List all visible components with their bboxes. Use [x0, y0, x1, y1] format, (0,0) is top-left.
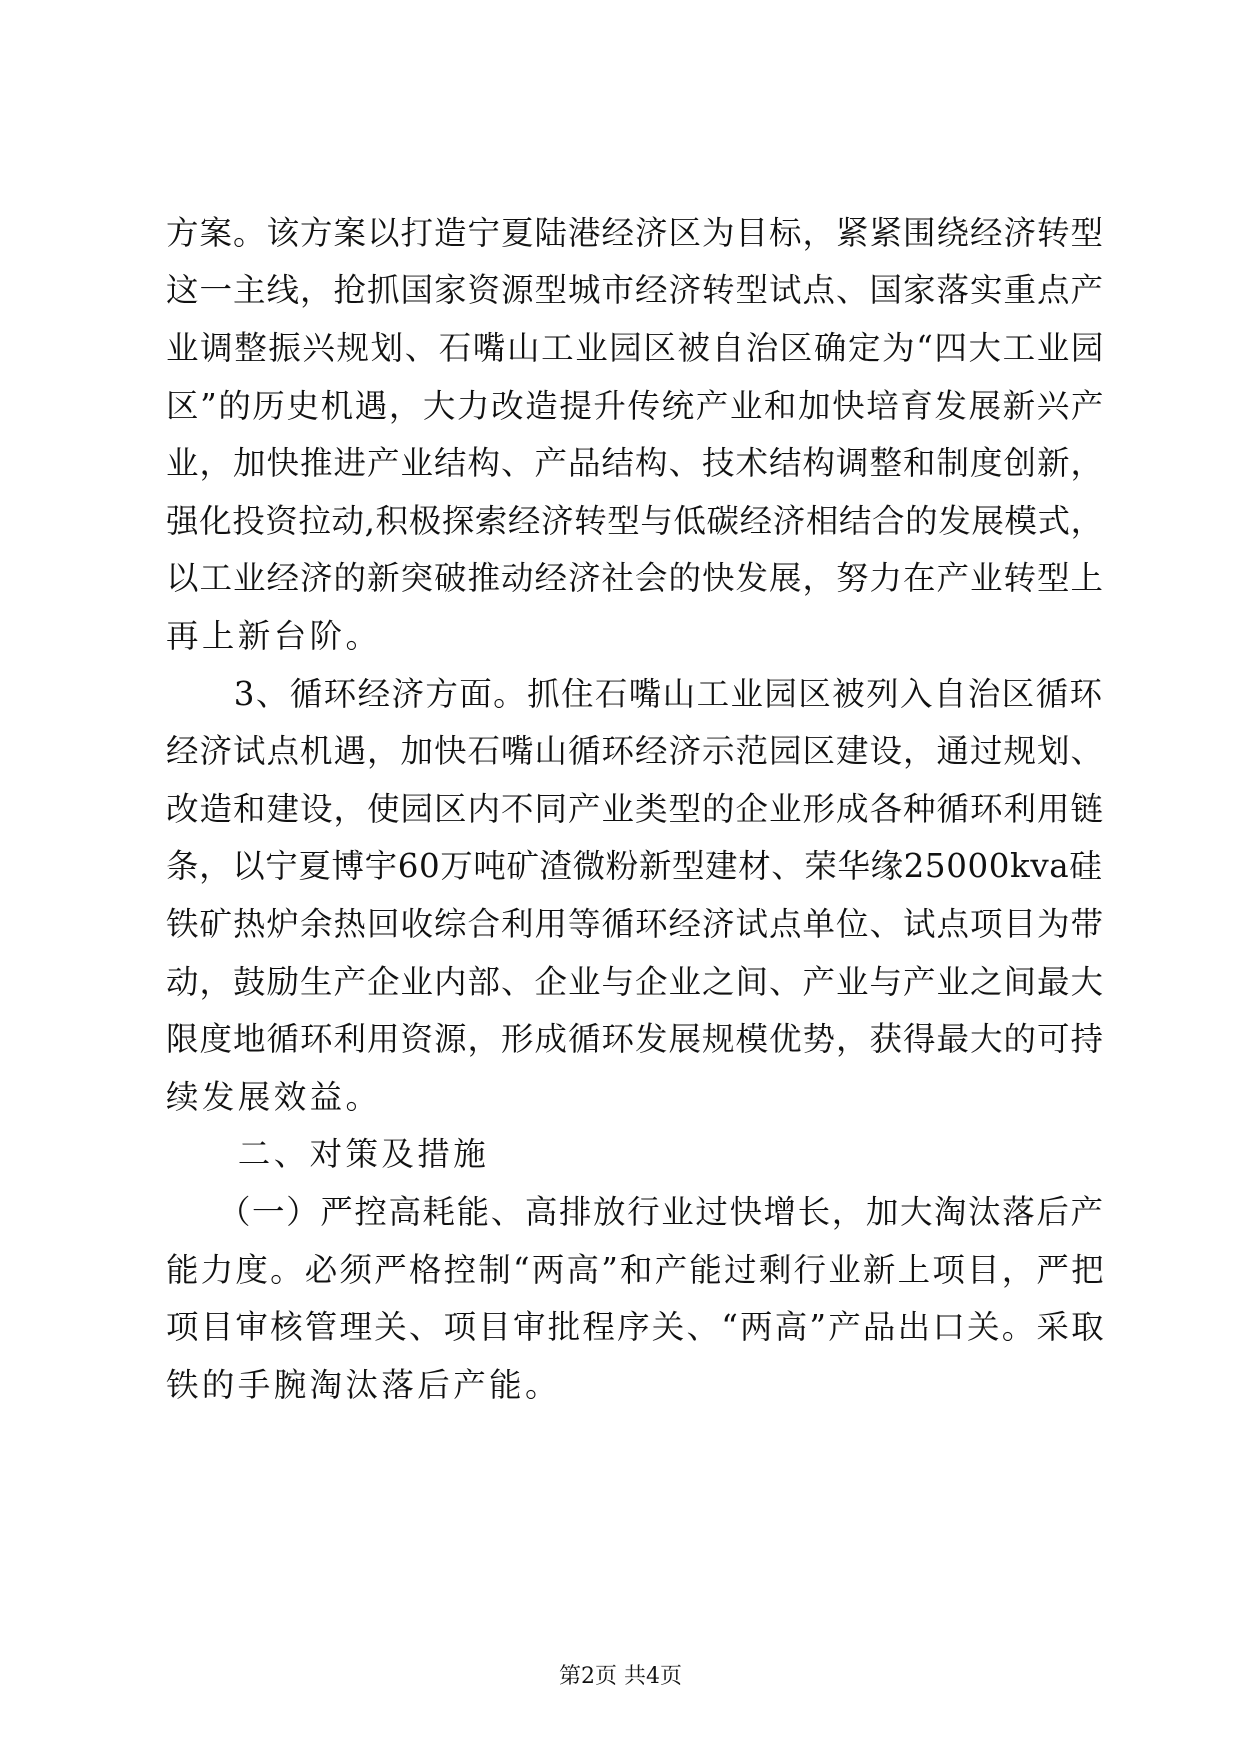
text-line-1: 方案。该方案以打造宁夏陆港经济区为目标，紧紧围绕经济转型 — [166, 214, 1105, 252]
text-line-3: 业调整振兴规划、石嘴山工业园区被自治区确定为“四大工业园 — [166, 329, 1105, 367]
text-line-2: 这一主线，抢抓国家资源型城市经济转型试点、国家落实重点产 — [166, 271, 1105, 309]
text-line-14: 动，鼓励生产企业内部、企业与企业之间、产业与产业之间最大 — [166, 963, 1105, 1001]
text-line-8: 再上新台阶。 — [166, 617, 382, 655]
text-line-6: 强化投资拉动,积极探索经济转型与低碳经济相结合的发展模式， — [166, 502, 1104, 540]
text-line-12: 条，以宁夏博宇60万吨矿渣微粉新型建材、荣华缘25000kva硅 — [166, 847, 1103, 885]
text-line-13: 铁矿热炉余热回收综合利用等循环经济试点单位、试点项目为带 — [166, 905, 1105, 943]
text-line-18: （一）严控高耗能、高排放行业过快增长，加大淘汰落后产 — [166, 1193, 1105, 1231]
text-line-20: 项目审核管理关、项目审批程序关、“两高”产品出口关。采取 — [166, 1308, 1106, 1346]
text-line-16: 续发展效益。 — [166, 1078, 382, 1116]
text-line-11: 改造和建设，使园区内不同产业类型的企业形成各种循环利用链 — [166, 790, 1105, 828]
text-line-7: 以工业经济的新突破推动经济社会的快发展，努力在产业转型上 — [166, 559, 1105, 597]
text-line-5: 业，加快推进产业结构、产品结构、技术结构调整和制度创新， — [166, 444, 1105, 482]
text-line-10: 经济试点机遇，加快石嘴山循环经济示范园区建设，通过规划、 — [166, 732, 1105, 770]
text-line-19: 能力度。必须严格控制“两高”和产能过剩行业新上项目，严把 — [166, 1251, 1106, 1289]
section-heading: 二、对策及措施 — [166, 1135, 490, 1173]
text-line-9: 3、循环经济方面。抓住石嘴山工业园区被列入自治区循环 — [166, 675, 1104, 713]
page-footer: 第2页 共4页 — [559, 1664, 682, 1689]
text-line-4: 区”的历史机遇，大力改造提升传统产业和加快培育发展新兴产 — [166, 387, 1105, 425]
text-line-15: 限度地循环利用资源，形成循环发展规模优势，获得最大的可持 — [166, 1020, 1105, 1058]
text-line-21: 铁的手腕淘汰落后产能。 — [166, 1366, 561, 1404]
